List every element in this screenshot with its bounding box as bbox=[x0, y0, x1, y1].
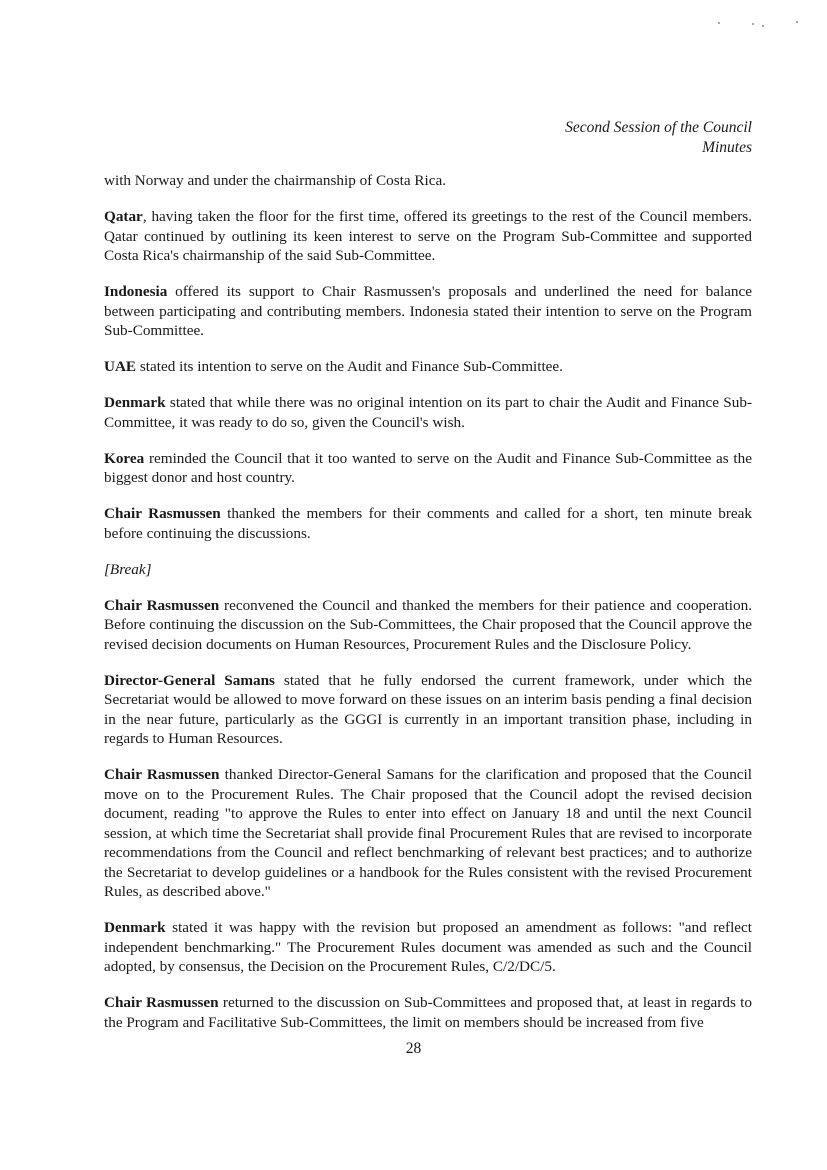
speaker-name: Korea bbox=[104, 449, 145, 467]
scan-artifact-dots bbox=[700, 16, 810, 30]
minutes-paragraph bbox=[104, 357, 752, 377]
speaker-name: Director-General Samans bbox=[104, 671, 275, 689]
speaker-name: Chair Rasmussen bbox=[104, 505, 221, 522]
page-number: 28 bbox=[405, 1040, 422, 1057]
paragraph-text: stated that while there was no original intention on its part to chair the Audit and Finance Sub-Committee, it was ready to do so, given the Council's wish. bbox=[104, 394, 752, 431]
paragraph-text: stated its intention to serve on the Audit and Finance Sub-Committee. bbox=[136, 358, 563, 375]
speaker-name: Denmark bbox=[104, 394, 166, 411]
paragraph-text: thanked the members for their comments and called for a short, ten minute break before continuing the discussions. bbox=[104, 505, 752, 542]
minutes-paragraph bbox=[104, 596, 752, 655]
minutes-paragraph bbox=[104, 993, 752, 1032]
page-header bbox=[565, 118, 752, 158]
paragraph-text: offered its support to Chair Rasmussen's proposals and underlined the need for balance between participating and contributing members. Indonesia stated their intention to serve on the Program Sub-Committee. bbox=[104, 283, 752, 339]
speaker-name: Indonesia bbox=[104, 283, 168, 300]
paragraph-text: stated it was happy with the revision but proposed an amendment as follows: "and reflect independent benchmarking." The Procurement Rules document was amended as such and the Council adopted, by consensus, the Decision on the Procurement Rules, C/2/DC/5. bbox=[104, 919, 752, 975]
minutes-paragraph bbox=[104, 671, 752, 749]
paragraph-text: , having taken the floor for the first time, offered its greetings to the rest of the Council members. Qatar continued by outlining its keen interest to serve on the Program Sub-Committee and supported Costa Rica's chairmanship of the said Sub-Committee. bbox=[104, 208, 752, 264]
minutes-paragraph bbox=[104, 449, 752, 488]
paragraph-text: reminded the Council that it too wanted to serve on the Audit and Finance Sub-Committee as the biggest donor and host country. bbox=[104, 449, 752, 486]
paragraph-text: with Norway and under the chairmanship of Costa Rica. bbox=[104, 172, 447, 189]
minutes-body bbox=[104, 171, 752, 1049]
minutes-paragraph bbox=[104, 504, 752, 543]
speaker-name: Denmark bbox=[104, 919, 166, 936]
paragraph-text: thanked Director-General Samans for the clarification and proposed that the Council move on to the Procurement Rules. The Chair proposed that the Council adopt the revised decision document, reading "to approve the Rules to enter into effect on January 18 and until the next Council session, at which time the Secretariat shall provide final Procurement Rules that are revised to incorporate recommendations from the Council and reflect benchmarking of relevant best practices; and to authorize the Secretariat to develop guidelines or a handbook for the Rules consistent with the revised Procurement Rules, as described above." bbox=[104, 766, 752, 900]
speaker-name: Qatar bbox=[104, 208, 143, 225]
session-note bbox=[104, 560, 752, 580]
minutes-paragraph bbox=[104, 765, 752, 902]
paragraph-text: reconvened the Council and thanked the members for their patience and cooperation. Before continuing the discussion on the Sub-Committees, the Chair proposed that the Council approve the revised decision documents on Human Resources, Procurement Rules and the Disclosure Policy. bbox=[104, 596, 752, 653]
paragraph-text: stated that he fully endorsed the current framework, under which the Secretariat would be allowed to move forward on these issues on an interim basis pending a final decision in the near future, particularly as the GGGI is currently in an important transition phase, including in regards to Human Resources. bbox=[104, 671, 752, 747]
speaker-name: Chair Rasmussen bbox=[104, 596, 220, 614]
speaker-name: UAE bbox=[104, 358, 137, 375]
minutes-paragraph bbox=[104, 282, 752, 341]
paragraph-text: returned to the discussion on Sub-Committees and proposed that, at least in regards to the Program and Facilitative Sub-Committees, the limit on members should be increased from five bbox=[104, 994, 752, 1031]
minutes-paragraph bbox=[104, 207, 752, 266]
minutes-paragraph bbox=[104, 171, 752, 191]
speaker-name: Chair Rasmussen bbox=[104, 994, 219, 1011]
break-note: [Break] bbox=[104, 560, 152, 578]
minutes-paragraph bbox=[104, 918, 752, 977]
header-session-title: Second Session of the Council bbox=[565, 119, 752, 136]
header-minutes-label: Minutes bbox=[702, 139, 752, 156]
minutes-paragraph bbox=[104, 393, 752, 432]
speaker-name: Chair Rasmussen bbox=[104, 766, 220, 783]
